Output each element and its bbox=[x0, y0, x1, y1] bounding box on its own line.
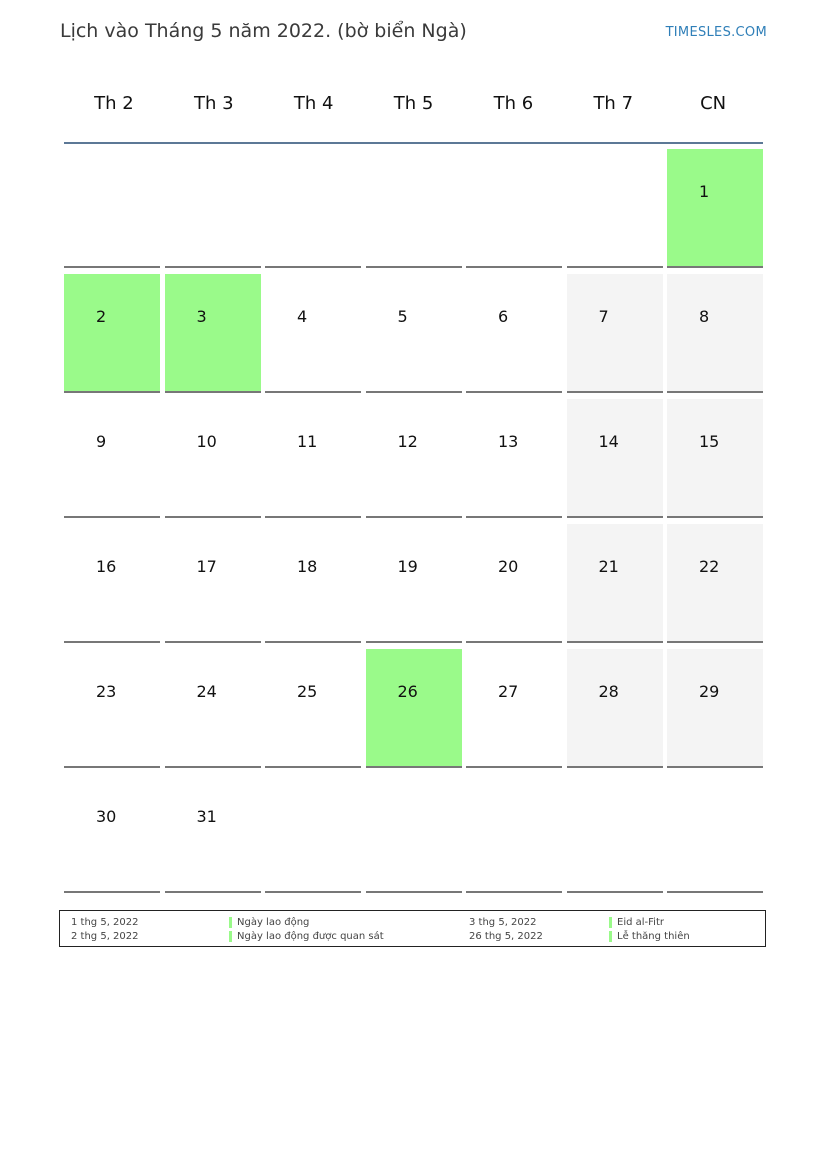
day-cell[interactable] bbox=[165, 649, 261, 768]
day-number: 11 bbox=[297, 432, 318, 451]
day-cell[interactable] bbox=[667, 149, 763, 268]
legend-date: 1 thg 5, 2022 bbox=[71, 917, 139, 928]
day-number: 17 bbox=[196, 557, 217, 576]
day-cell[interactable] bbox=[667, 399, 763, 518]
day-number: 30 bbox=[96, 807, 117, 826]
holiday-color-marker bbox=[609, 931, 612, 942]
day-cell[interactable] bbox=[64, 774, 160, 893]
calendar-grid bbox=[64, 149, 763, 899]
empty-day-cell bbox=[466, 149, 562, 268]
day-cell[interactable] bbox=[366, 274, 462, 393]
day-number: 28 bbox=[598, 682, 619, 701]
legend-holiday-name: Eid al-Fitr bbox=[617, 917, 664, 928]
day-number: 1 bbox=[699, 182, 710, 201]
day-cell[interactable] bbox=[265, 274, 361, 393]
weekday-mon: Th 2 bbox=[94, 92, 134, 114]
day-number: 26 bbox=[397, 682, 418, 701]
day-cell[interactable] bbox=[64, 274, 160, 393]
weekday-header-row bbox=[64, 64, 763, 144]
day-cell[interactable] bbox=[466, 399, 562, 518]
legend-holiday-name: Ngày lao động bbox=[237, 917, 310, 928]
day-cell[interactable] bbox=[165, 524, 261, 643]
day-number: 25 bbox=[297, 682, 318, 701]
day-number: 19 bbox=[397, 557, 418, 576]
empty-day-cell bbox=[366, 149, 462, 268]
legend-date: 2 thg 5, 2022 bbox=[71, 931, 139, 942]
day-number: 8 bbox=[699, 307, 710, 326]
empty-day-cell bbox=[567, 149, 663, 268]
day-number: 4 bbox=[297, 307, 308, 326]
legend-date: 26 thg 5, 2022 bbox=[469, 931, 543, 942]
day-cell[interactable] bbox=[165, 274, 261, 393]
day-number: 24 bbox=[196, 682, 217, 701]
legend-date: 3 thg 5, 2022 bbox=[469, 917, 537, 928]
day-number: 9 bbox=[96, 432, 107, 451]
day-number: 16 bbox=[96, 557, 117, 576]
day-cell[interactable] bbox=[366, 399, 462, 518]
empty-day-cell bbox=[265, 149, 361, 268]
empty-day-cell bbox=[466, 774, 562, 893]
day-cell[interactable] bbox=[667, 524, 763, 643]
calendar bbox=[64, 64, 763, 899]
day-number: 23 bbox=[96, 682, 117, 701]
holiday-color-marker bbox=[609, 917, 612, 928]
day-number: 10 bbox=[196, 432, 217, 451]
page-title: Lịch vào Tháng 5 năm 2022. (bờ biển Ngà) bbox=[60, 20, 467, 42]
day-cell[interactable] bbox=[466, 649, 562, 768]
day-number: 13 bbox=[498, 432, 519, 451]
empty-day-cell bbox=[265, 774, 361, 893]
empty-day-cell bbox=[567, 774, 663, 893]
day-cell[interactable] bbox=[567, 274, 663, 393]
day-cell[interactable] bbox=[165, 399, 261, 518]
legend-holiday-name: Ngày lao động được quan sát bbox=[237, 931, 384, 942]
empty-day-cell bbox=[64, 149, 160, 268]
day-number: 18 bbox=[297, 557, 318, 576]
day-cell[interactable] bbox=[567, 649, 663, 768]
day-number: 14 bbox=[598, 432, 619, 451]
day-cell[interactable] bbox=[667, 649, 763, 768]
day-number: 6 bbox=[498, 307, 509, 326]
day-cell[interactable] bbox=[567, 524, 663, 643]
legend-holiday-name: Lễ thăng thiên bbox=[617, 931, 690, 942]
brand-link[interactable]: TIMESLES.COM bbox=[665, 25, 767, 40]
empty-day-cell bbox=[366, 774, 462, 893]
day-cell[interactable] bbox=[64, 399, 160, 518]
weekday-wed: Th 4 bbox=[293, 92, 334, 114]
day-number: 22 bbox=[699, 557, 720, 576]
day-number: 15 bbox=[699, 432, 720, 451]
day-number: 27 bbox=[498, 682, 519, 701]
day-cell[interactable] bbox=[64, 524, 160, 643]
day-number: 7 bbox=[598, 307, 609, 326]
day-cell[interactable] bbox=[165, 774, 261, 893]
weekday-tue: Th 3 bbox=[194, 92, 234, 114]
day-number: 3 bbox=[196, 307, 207, 326]
day-cell[interactable] bbox=[265, 649, 361, 768]
day-number: 31 bbox=[196, 807, 217, 826]
day-cell[interactable] bbox=[265, 524, 361, 643]
empty-day-cell bbox=[165, 149, 261, 268]
day-number: 2 bbox=[96, 307, 107, 326]
holiday-legend bbox=[59, 910, 766, 947]
day-cell[interactable] bbox=[567, 399, 663, 518]
day-number: 29 bbox=[699, 682, 720, 701]
day-cell[interactable] bbox=[64, 649, 160, 768]
day-cell[interactable] bbox=[366, 649, 462, 768]
holiday-color-marker bbox=[229, 917, 232, 928]
day-cell[interactable] bbox=[366, 524, 462, 643]
weekday-sat: Th 7 bbox=[593, 92, 634, 114]
day-cell[interactable] bbox=[466, 524, 562, 643]
day-cell[interactable] bbox=[265, 399, 361, 518]
holiday-color-marker bbox=[229, 931, 232, 942]
day-cell[interactable] bbox=[466, 274, 562, 393]
day-number: 20 bbox=[498, 557, 519, 576]
weekday-sun: CN bbox=[700, 92, 727, 114]
day-number: 12 bbox=[397, 432, 418, 451]
day-number: 21 bbox=[598, 557, 619, 576]
empty-day-cell bbox=[667, 774, 763, 893]
day-cell[interactable] bbox=[667, 274, 763, 393]
day-number: 5 bbox=[397, 307, 408, 326]
weekday-fri: Th 6 bbox=[493, 92, 534, 114]
weekday-thu: Th 5 bbox=[393, 92, 434, 114]
